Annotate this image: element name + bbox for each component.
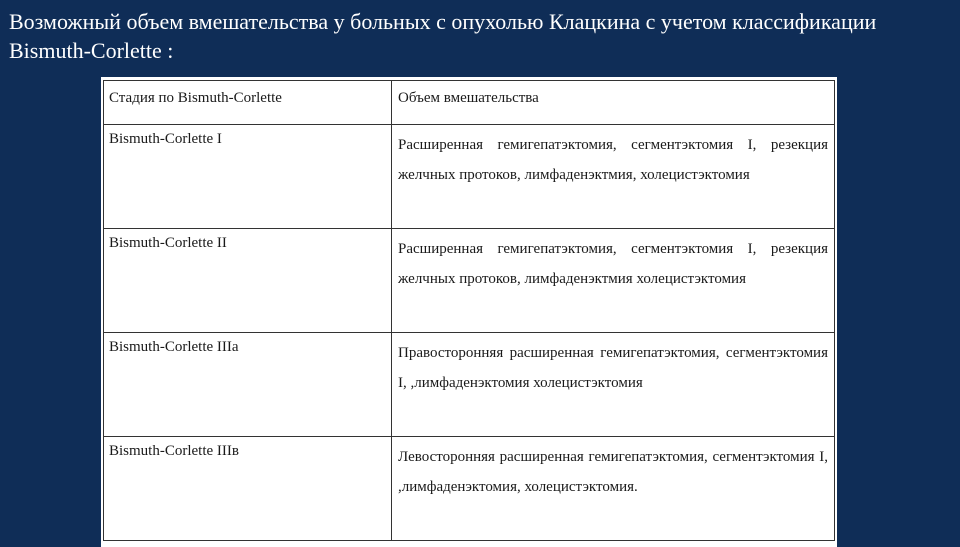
stage-cell: Bismuth-Corlette IIIв <box>104 437 392 541</box>
stage-cell: Bismuth-Corlette IIIa <box>104 333 392 437</box>
scope-cell <box>392 125 835 229</box>
scope-text: Правосторонняя расширенная гемигепатэктомия, сегментэктомия I, ,лимфаденэктомия холецистэктомия <box>398 345 828 391</box>
table-container <box>101 77 837 547</box>
stage-cell: Bismuth-Corlette I <box>104 125 392 229</box>
scope-text: Расширенная гемигепатэктомия, сегментэктомия I, резекция желчных протоков, лимфаденэктмия холецистэктомия <box>398 241 828 287</box>
table-row <box>104 437 835 541</box>
scope-text: Расширенная гемигепатэктомия, сегментэктомия I, резекция желчных протоков, лимфаденэктмия, холецистэктомия <box>398 137 828 183</box>
scope-cell <box>392 333 835 437</box>
table-row <box>104 333 835 437</box>
scope-cell <box>392 437 835 541</box>
slide-title: Возможный объем вмешательства у больных с опухолью Клацкина с учетом классификации Bismuth-Corlette : <box>9 9 877 63</box>
table-header-row <box>104 81 835 125</box>
header-scope: Объем вмешательства <box>392 81 835 125</box>
table-row <box>104 125 835 229</box>
stage-cell: Bismuth-Corlette II <box>104 229 392 333</box>
scope-text: Левосторонняя расширенная гемигепатэктомия, сегментэктомия I, ,лимфаденэктомия, холецистэктомия. <box>398 449 828 495</box>
scope-cell <box>392 229 835 333</box>
classification-table <box>103 80 835 541</box>
header-stage: Стадия по Bismuth-Corlette <box>104 81 392 125</box>
table-row <box>104 229 835 333</box>
